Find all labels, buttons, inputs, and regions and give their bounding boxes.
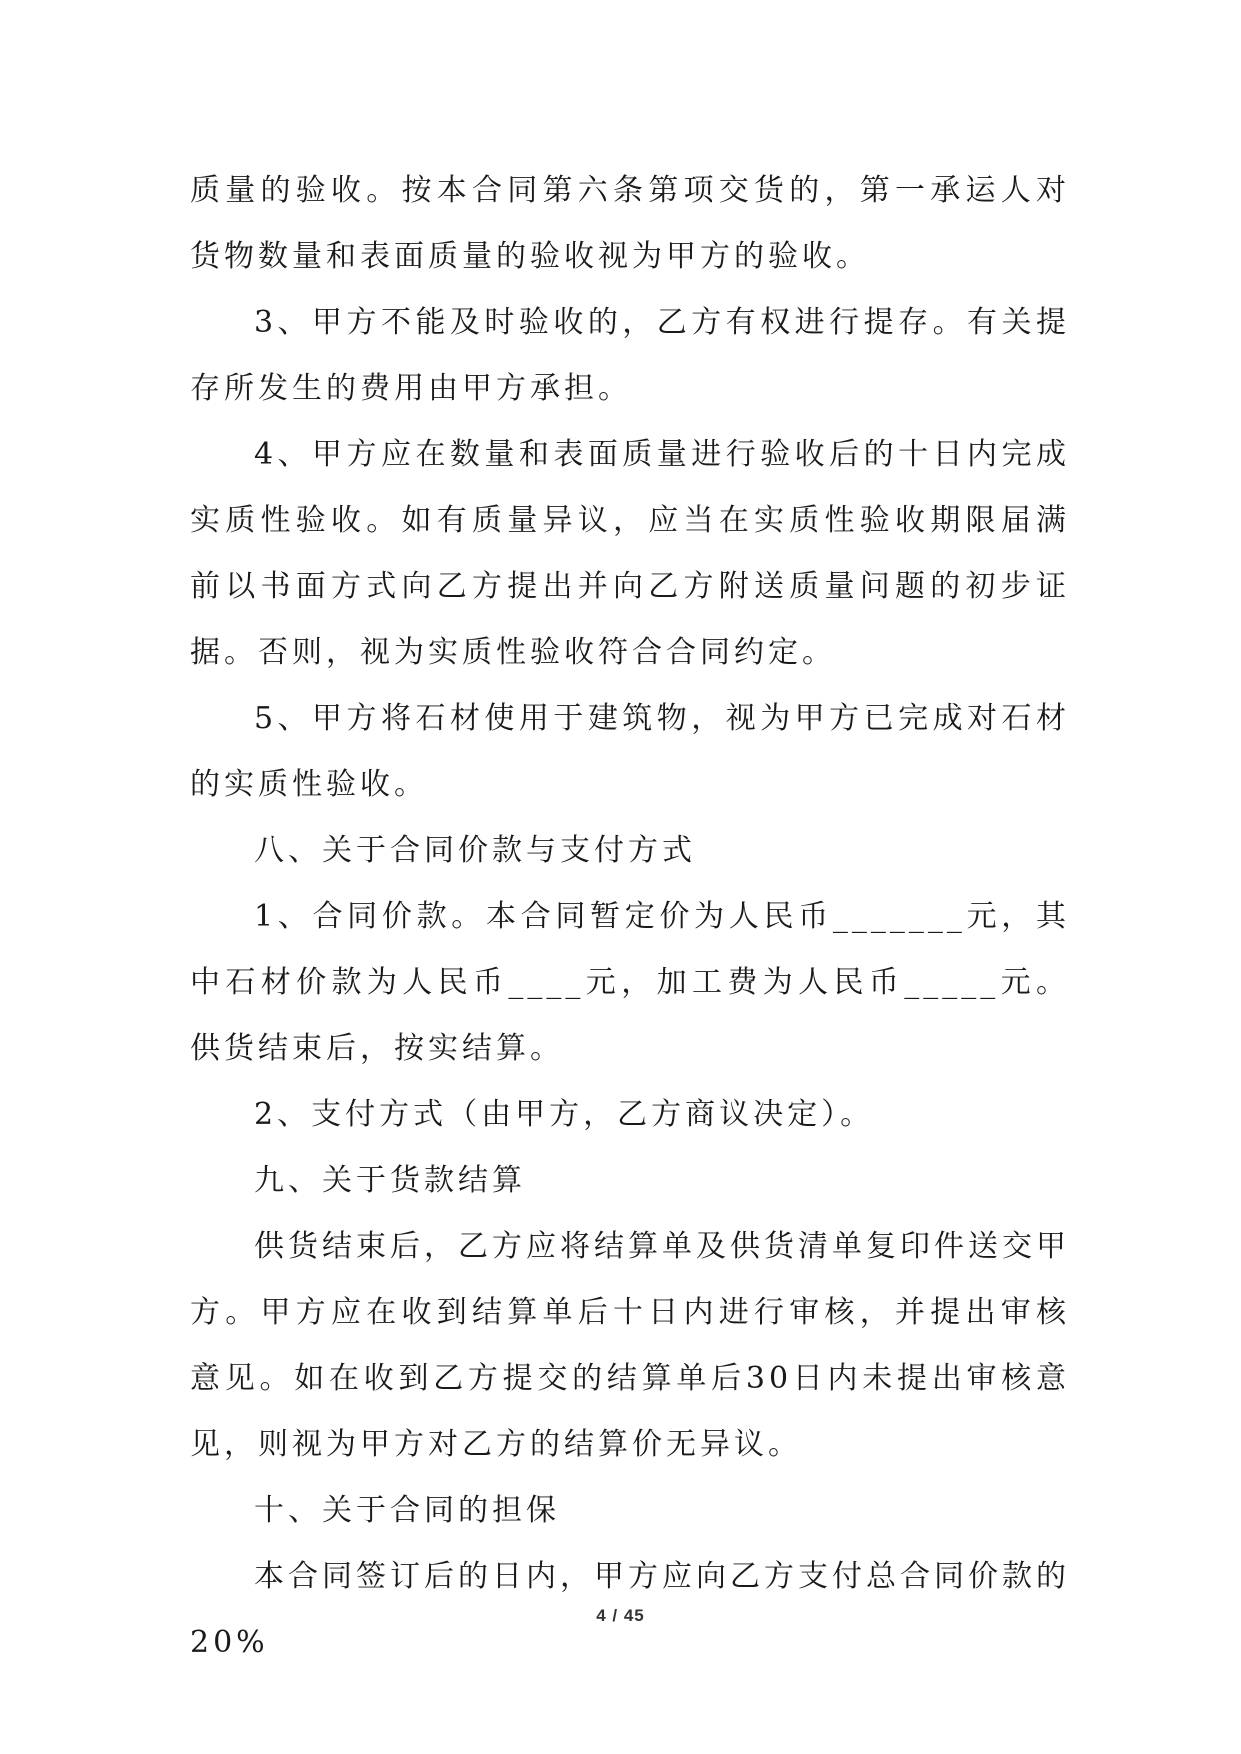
document-body (190, 158, 1070, 1676)
section-heading-8-price-payment: 八、关于合同价款与支付方式 (254, 833, 696, 868)
paragraph-guarantee: 本合同签订后的日内，甲方应向乙方支付总合同价款的20% (190, 1559, 1070, 1660)
paragraph-item-4-substantive-acceptance: 4、甲方应在数量和表面质量进行验收后的十日内完成实质性验收。如有质量异议，应当在实质性验收期限届满前以书面方式向乙方提出并向乙方附送质量问题的初步证据。否则，视为实质性验收符合合同约定。 (190, 437, 1070, 670)
paragraph-item-5-use-in-building: 5、甲方将石材使用于建筑物，视为甲方已完成对石材的实质性验收。 (190, 701, 1070, 802)
paragraph-item-3-storage: 3、甲方不能及时验收的，乙方有权进行提存。有关提存所发生的费用由甲方承担。 (190, 305, 1070, 406)
paragraph-payment-method: 2、支付方式（由甲方，乙方商议决定）。 (254, 1097, 875, 1132)
paragraph-settlement: 供货结束后，乙方应将结算单及供货清单复印件送交甲方。甲方应在收到结算单后十日内进行审核，并提出审核意见。如在收到乙方提交的结算单后30日内未提出审核意见，则视为甲方对乙方的结算价无异议。 (190, 1229, 1070, 1462)
paragraph-contract-price: 1、合同价款。本合同暂定价为人民币_______元，其中石材价款为人民币____元，加工费为人民币_____元。供货结束后，按实结算。 (190, 899, 1070, 1066)
section-heading-9-settlement: 九、关于货款结算 (254, 1163, 526, 1198)
page-number: 4 / 45 (596, 1606, 645, 1625)
paragraph-acceptance-continued: 质量的验收。按本合同第六条第项交货的，第一承运人对货物数量和表面质量的验收视为甲方的验收。 (190, 173, 1070, 274)
section-heading-10-guarantee: 十、关于合同的担保 (254, 1493, 560, 1528)
